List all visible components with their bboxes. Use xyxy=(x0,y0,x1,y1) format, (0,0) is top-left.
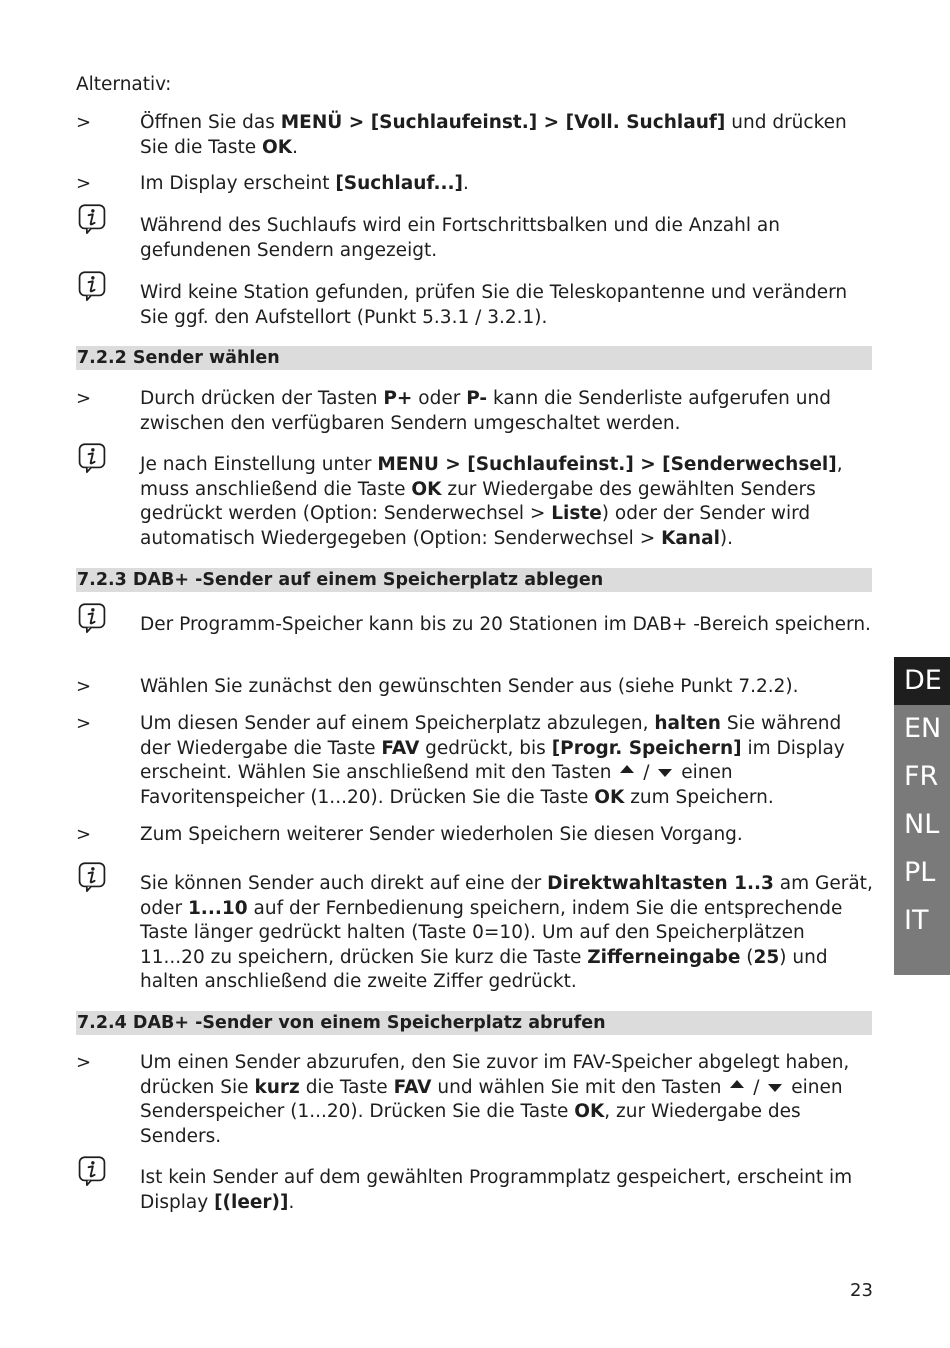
note-text: Der Programm-Speicher kann bis zu 20 Stationen im DAB+ -Bereich speichern. xyxy=(140,614,871,635)
lang-tab-pl[interactable]: PL xyxy=(904,857,936,888)
info-i-icon xyxy=(76,603,108,633)
section-heading: 7.2.2 Sender wählen xyxy=(76,346,872,370)
triangle-up-icon xyxy=(730,1080,744,1088)
info-i-icon xyxy=(76,204,108,234)
bullet-item xyxy=(76,1051,876,1149)
bullet-item xyxy=(76,712,876,810)
note-item xyxy=(76,872,876,995)
bullet-text: Durch drücken der Tasten P+ oder P- kann die Senderliste aufgerufen und zwischen den verfügbaren Sendern umgeschaltet werden. xyxy=(140,388,831,434)
bullet-marker: > xyxy=(76,676,92,697)
bullet-text: Wählen Sie zunächst den gewünschten Sender aus (siehe Punkt 7.2.2). xyxy=(140,676,799,697)
note-text: Sie können Sender auch direkt auf eine der Direktwahltasten 1..3 am Gerät, oder 1...10 auf der Fernbedienung speichern, indem Sie die entsprechende Taste länger gedrückt halten (Taste 0=10). Um auf den Speicherplätzen 11...20 zu speichern, drücken Sie kurz die Taste Zifferneingabe (25) und halten anschließend die zweite Ziffer gedrückt. xyxy=(140,873,873,992)
bullet-item xyxy=(76,823,876,848)
bullet-text: Um diesen Sender auf einem Speicherplatz abzulegen, halten Sie während der Wiedergabe die Taste FAV gedrückt, bis [Progr. Speichern] im Display erscheint. Wählen Sie anschließend mit den Tasten / einen Favoritenspeicher (1...20). Drücken Sie die Taste OK zum Speichern. xyxy=(140,713,845,808)
lang-tab-de[interactable]: DE xyxy=(894,657,950,705)
triangle-down-icon xyxy=(658,769,672,777)
language-tabs xyxy=(894,657,950,975)
page-number: 23 xyxy=(850,1280,873,1301)
triangle-up-icon xyxy=(620,765,634,773)
section-heading: 7.2.3 DAB+ -Sender auf einem Speicherplatz ablegen xyxy=(76,568,872,592)
note-item xyxy=(76,1166,876,1215)
intro-label: Alternativ: xyxy=(76,74,172,95)
info-i-icon xyxy=(76,443,108,473)
note-text: Je nach Einstellung unter MENU > [Suchlaufeinst.] > [Senderwechsel], muss anschließend die Taste OK zur Wiedergabe des gewählten Senders gedrückt werden (Option: Senderwechsel > Liste) oder der Sender wird automatisch Wiedergegeben (Option: Senderwechsel > Kanal). xyxy=(140,454,843,549)
lang-tab-it[interactable]: IT xyxy=(904,905,929,936)
bullet-item xyxy=(76,675,876,700)
section-heading: 7.2.4 DAB+ -Sender von einem Speicherplatz abrufen xyxy=(76,1011,872,1035)
note-text: Ist kein Sender auf dem gewählten Programmplatz gespeichert, erscheint im Display [(leer)]. xyxy=(140,1167,853,1213)
bullet-item xyxy=(76,387,876,436)
note-item xyxy=(76,281,876,330)
note-item xyxy=(76,214,876,263)
bullet-text: Zum Speichern weiterer Sender wiederholen Sie diesen Vorgang. xyxy=(140,824,743,845)
info-i-icon xyxy=(76,271,108,301)
note-item xyxy=(76,453,876,551)
lang-tab-nl[interactable]: NL xyxy=(904,809,940,840)
triangle-down-icon xyxy=(768,1084,782,1092)
bullet-text: Im Display erscheint [Suchlauf...]. xyxy=(140,173,469,194)
lang-tab-en[interactable]: EN xyxy=(904,713,942,744)
bullet-marker: > xyxy=(76,1052,92,1073)
lang-tab-fr[interactable]: FR xyxy=(904,761,939,792)
bullet-marker: > xyxy=(76,388,92,409)
intro-text xyxy=(76,73,876,98)
bullet-marker: > xyxy=(76,824,92,845)
bullet-text: Öffnen Sie das MENÜ > [Suchlaufeinst.] > [Voll. Suchlauf] und drücken Sie die Taste OK. xyxy=(140,112,847,158)
note-text: Während des Suchlaufs wird ein Fortschrittsbalken und die Anzahl an gefundenen Sendern angezeigt. xyxy=(140,215,780,261)
bullet-item xyxy=(76,172,876,197)
bullet-marker: > xyxy=(76,112,92,133)
info-i-icon xyxy=(76,862,108,892)
bullet-item xyxy=(76,111,876,160)
bullet-marker: > xyxy=(76,713,92,734)
note-item xyxy=(76,613,876,638)
note-text: Wird keine Station gefunden, prüfen Sie die Teleskopantenne und verändern Sie ggf. den Aufstellort (Punkt 5.3.1 / 3.2.1). xyxy=(140,282,848,328)
bullet-marker: > xyxy=(76,173,92,194)
info-i-icon xyxy=(76,1156,108,1186)
bullet-text: Um einen Sender abzurufen, den Sie zuvor im FAV-Speicher abgelegt haben, drücken Sie kurz die Taste FAV und wählen Sie mit den Tasten / einen Senderspeicher (1...20). Drücken Sie die Taste OK, zur Wiedergabe des Senders. xyxy=(140,1052,850,1147)
